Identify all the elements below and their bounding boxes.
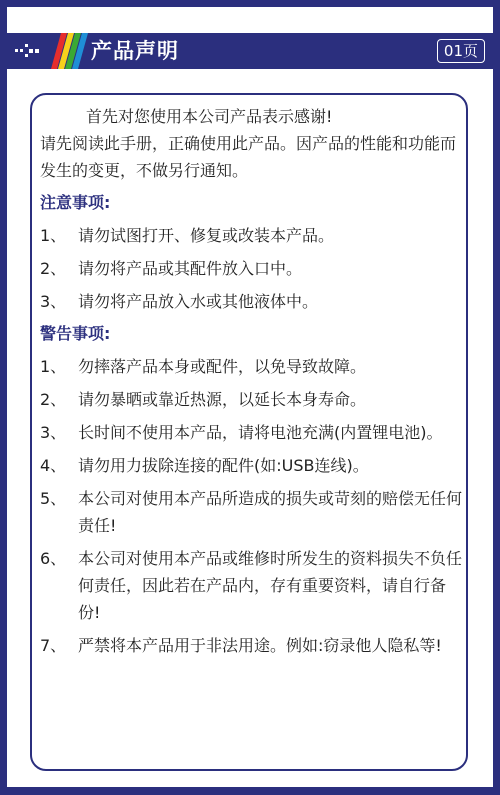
- pixel-dots-icon: [15, 43, 41, 59]
- list-item: [40, 386, 464, 413]
- page-number-badge: 01页: [437, 39, 485, 63]
- item-number: 3、: [40, 292, 67, 311]
- item-number: 7、: [40, 636, 67, 655]
- header-bar: [7, 33, 493, 69]
- list-item: [40, 632, 464, 659]
- item-text: 严禁将本产品用于非法用途。例如:窃录他人隐私等!: [78, 636, 442, 655]
- item-text: 请勿试图打开、修复或改装本产品。: [78, 226, 335, 245]
- item-text: 请勿将产品放入水或其他液体中。: [78, 292, 319, 311]
- list-item: [40, 353, 464, 380]
- item-number: 2、: [40, 259, 67, 278]
- item-text: 本公司对使用本产品所造成的损失或苛刻的赔偿无任何责任!: [78, 489, 463, 535]
- notice-title: 注意事项:: [40, 193, 111, 212]
- list-item: [40, 485, 464, 539]
- item-number: 6、: [40, 549, 67, 568]
- item-number: 2、: [40, 390, 67, 409]
- list-item: [40, 545, 464, 626]
- item-number: 1、: [40, 226, 67, 245]
- declaration-page: [7, 7, 493, 787]
- list-item: [40, 419, 464, 446]
- item-text: 长时间不使用本产品，请将电池充满(内置锂电池)。: [78, 423, 443, 442]
- item-number: 1、: [40, 357, 67, 376]
- item-number: 5、: [40, 489, 67, 508]
- intro-text: 请先阅读此手册，正确使用此产品。因产品的性能和功能而发生的变更，不做另行通知。: [40, 134, 457, 180]
- item-number: 4、: [40, 456, 67, 475]
- list-item: [40, 452, 464, 479]
- list-item: [40, 288, 464, 315]
- item-text: 请勿暴晒或靠近热源，以延长本身寿命。: [78, 390, 367, 409]
- intro-thanks: 首先对您使用本公司产品表示感谢!: [86, 107, 333, 126]
- declaration-content: [40, 103, 464, 659]
- item-text: 请勿用力拔除连接的配件(如:USB连线)。: [78, 456, 369, 475]
- page-title: 产品声明: [91, 39, 179, 63]
- list-item: [40, 222, 464, 249]
- item-text: 勿摔落产品本身或配件，以免导致故障。: [78, 357, 367, 376]
- item-number: 3、: [40, 423, 67, 442]
- item-text: 请勿将产品或其配件放入口中。: [78, 259, 303, 278]
- list-item: [40, 255, 464, 282]
- warning-title: 警告事项:: [40, 324, 111, 343]
- item-text: 本公司对使用本产品或维修时所发生的资料损失不负任何责任，因此若在产品内，存有重要资料，请自行备份!: [78, 549, 463, 622]
- content-frame: [30, 93, 468, 771]
